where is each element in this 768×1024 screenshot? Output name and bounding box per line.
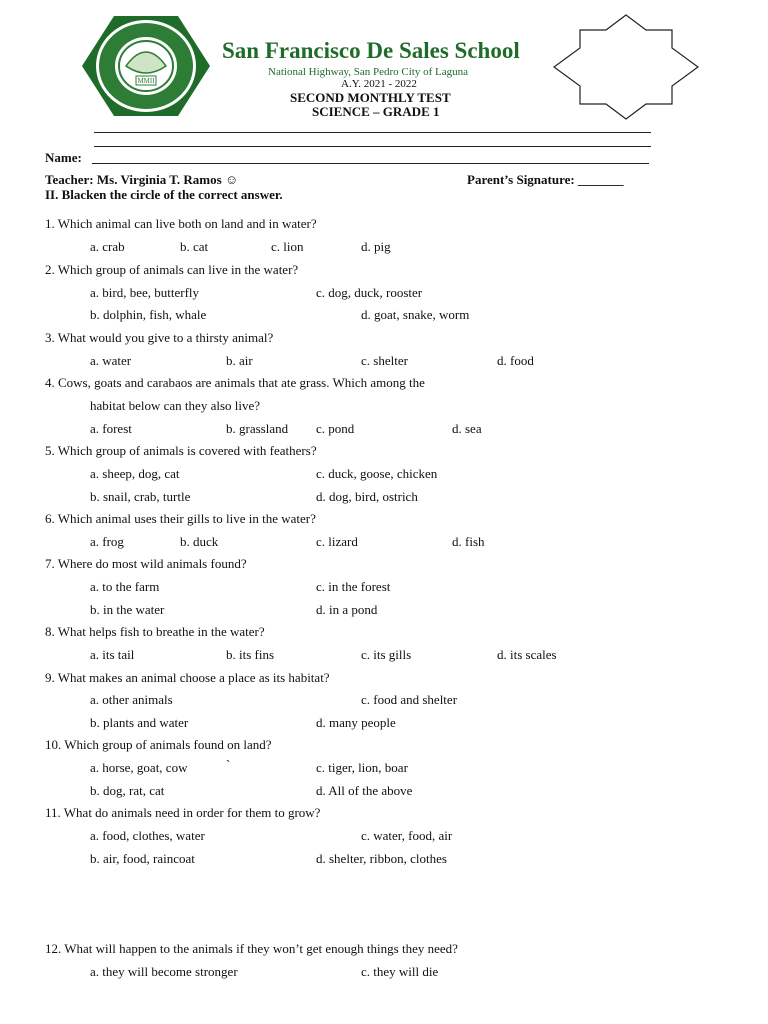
q6-option-b[interactable]: b. duck	[180, 534, 219, 549]
q2-option-a[interactable]: a. bird, bee, butterfly	[90, 285, 200, 300]
q10-stray-mark: `	[226, 757, 231, 772]
logo-year-mark: MMII	[137, 77, 155, 85]
q7-option-a[interactable]: a. to the farm	[90, 579, 160, 594]
question-12: 12. What will happen to the animals if they won’t get enough things they need?	[45, 941, 458, 956]
question-2: 2. Which group of animals can live in the water?	[45, 262, 299, 277]
q2-option-c[interactable]: c. dog, duck, rooster	[316, 285, 423, 300]
q4-option-c[interactable]: c. pond	[316, 421, 355, 436]
q10-option-a[interactable]: a. horse, goat, cow	[90, 760, 188, 775]
q4-option-a[interactable]: a. forest	[90, 421, 132, 436]
q7-option-b[interactable]: b. in the water	[90, 602, 165, 617]
q6-option-d[interactable]: d. fish	[452, 534, 485, 549]
q1-option-b[interactable]: b. cat	[180, 239, 209, 254]
score-star-box	[553, 14, 699, 120]
q2-option-b[interactable]: b. dolphin, fish, whale	[90, 307, 207, 322]
q3-option-d[interactable]: d. food	[497, 353, 534, 368]
q8-option-b[interactable]: b. its fins	[226, 647, 275, 662]
q1-option-d[interactable]: d. pig	[361, 239, 391, 254]
q1-option-c[interactable]: c. lion	[271, 239, 304, 254]
q10-option-d[interactable]: d. All of the above	[316, 783, 413, 798]
name-label: Name:	[45, 150, 82, 165]
q4-option-d[interactable]: d. sea	[452, 421, 482, 436]
q12-option-a[interactable]: a. they will become stronger	[90, 964, 238, 979]
q4-option-b[interactable]: b. grassland	[226, 421, 289, 436]
question-11: 11. What do animals need in order for them to grow?	[45, 805, 321, 820]
q10-option-b[interactable]: b. dog, rat, cat	[90, 783, 165, 798]
q8-option-c[interactable]: c. its gills	[361, 647, 412, 662]
school-logo	[80, 14, 212, 118]
q11-option-a[interactable]: a. food, clothes, water	[90, 828, 205, 843]
q6-option-a[interactable]: a. frog	[90, 534, 124, 549]
q3-option-b[interactable]: b. air	[226, 353, 253, 368]
school-address: National Highway, San Pedro City of Laguna	[268, 66, 468, 78]
question-4-continued: habitat below can they also live?	[90, 398, 261, 413]
parent-signature-field[interactable]: Parent’s Signature: _______	[467, 172, 624, 187]
q3-option-c[interactable]: c. shelter	[361, 353, 408, 368]
question-5: 5. Which group of animals is covered with feathers?	[45, 443, 317, 458]
q5-option-a[interactable]: a. sheep, dog, cat	[90, 466, 180, 481]
q8-option-a[interactable]: a. its tail	[90, 647, 135, 662]
q5-option-b[interactable]: b. snail, crab, turtle	[90, 489, 191, 504]
question-10: 10. Which group of animals found on land?	[45, 737, 272, 752]
section-instruction: II. Blacken the circle of the correct answer.	[45, 187, 283, 202]
subject-title: SCIENCE – GRADE 1	[312, 104, 440, 119]
q9-option-c[interactable]: c. food and shelter	[361, 692, 458, 707]
q10-option-c[interactable]: c. tiger, lion, boar	[316, 760, 408, 775]
q5-option-d[interactable]: d. dog, bird, ostrich	[316, 489, 418, 504]
q3-option-a[interactable]: a. water	[90, 353, 132, 368]
question-1: 1. Which animal can live both on land and in water?	[45, 216, 317, 231]
header-rule-2	[94, 146, 651, 147]
q9-option-d[interactable]: d. many people	[316, 715, 396, 730]
header-rule-1	[94, 132, 651, 133]
q11-option-c[interactable]: c. water, food, air	[361, 828, 453, 843]
q7-option-c[interactable]: c. in the forest	[316, 579, 391, 594]
question-6: 6. Which animal uses their gills to live in the water?	[45, 511, 316, 526]
school-name: San Francisco De Sales School	[222, 38, 520, 63]
q7-option-d[interactable]: d. in a pond	[316, 602, 378, 617]
question-8: 8. What helps fish to breathe in the water?	[45, 624, 265, 639]
q11-option-d[interactable]: d. shelter, ribbon, clothes	[316, 851, 447, 866]
question-4: 4. Cows, goats and carabaos are animals that ate grass. Which among the	[45, 375, 425, 390]
academic-year: A.Y. 2021 - 2022	[341, 78, 417, 90]
q12-option-c[interactable]: c. they will die	[361, 964, 439, 979]
question-9: 9. What makes an animal choose a place as its habitat?	[45, 670, 330, 685]
q8-option-d[interactable]: d. its scales	[497, 647, 557, 662]
q5-option-c[interactable]: c. duck, goose, chicken	[316, 466, 438, 481]
question-7: 7. Where do most wild animals found?	[45, 556, 247, 571]
q1-option-a[interactable]: a. crab	[90, 239, 125, 254]
q2-option-d[interactable]: d. goat, snake, worm	[361, 307, 470, 322]
teacher-label: Teacher: Ms. Virginia T. Ramos ☺	[45, 172, 239, 187]
name-field[interactable]	[92, 163, 649, 164]
test-title: SECOND MONTHLY TEST	[290, 90, 451, 105]
question-3: 3. What would you give to a thirsty animal?	[45, 330, 274, 345]
q6-option-c[interactable]: c. lizard	[316, 534, 358, 549]
q11-option-b[interactable]: b. air, food, raincoat	[90, 851, 195, 866]
q9-option-b[interactable]: b. plants and water	[90, 715, 189, 730]
q9-option-a[interactable]: a. other animals	[90, 692, 173, 707]
